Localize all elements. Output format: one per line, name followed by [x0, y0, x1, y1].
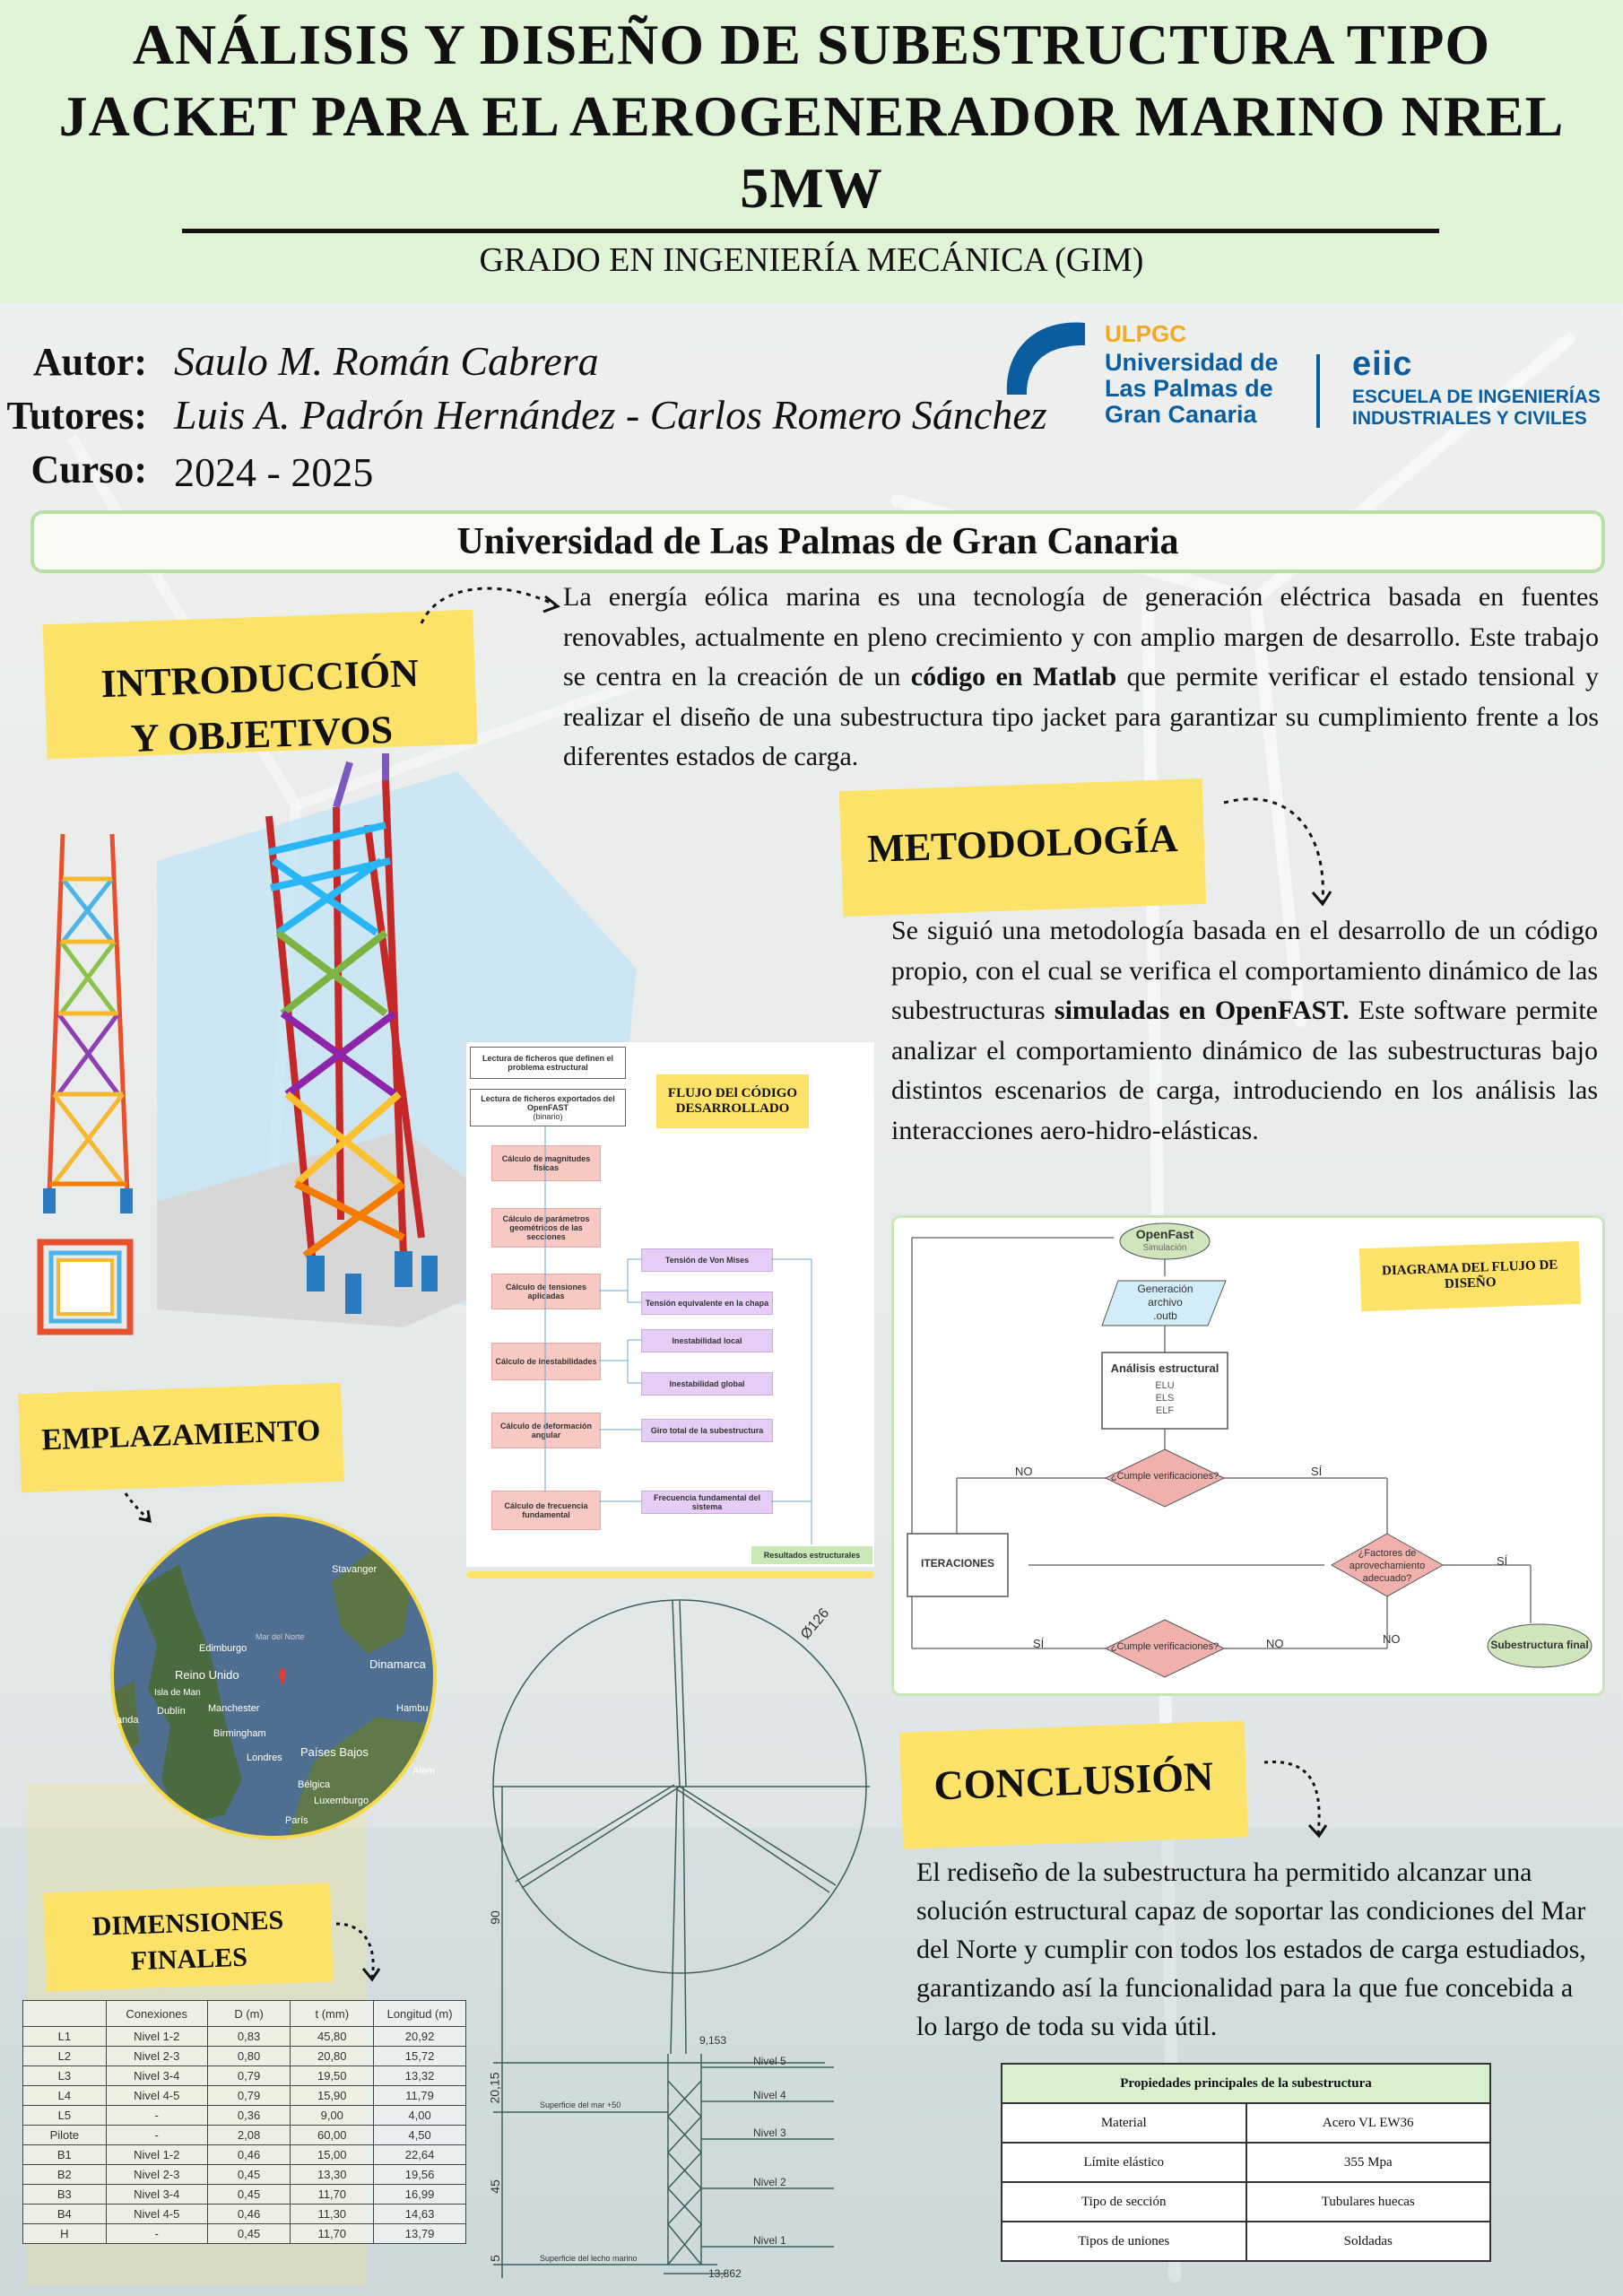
- map-label-manchester: Manchester: [208, 1703, 260, 1714]
- emplazamiento-tag: [18, 1383, 344, 1492]
- nivel-1-label: Nivel 1: [753, 2234, 786, 2247]
- dimensions-cell: 11,70: [291, 2185, 374, 2205]
- map-label-paris: París: [285, 1815, 308, 1826]
- logo-divider: [1316, 354, 1320, 428]
- intro-arrow-icon: [412, 574, 565, 646]
- flow-read-openfast-sub: (binario): [533, 1112, 563, 1121]
- dimensions-cell: 0,45: [207, 2224, 291, 2244]
- dimensions-cell: L1: [23, 2027, 107, 2047]
- node-factores: ¿Factores de aprovechamiento adecuado?: [1349, 1548, 1426, 1584]
- dimensions-cell: 15,90: [291, 2086, 374, 2106]
- node-cumple-2: ¿Cumple verificaciones?: [1110, 1641, 1219, 1652]
- dim-label-90: 90: [487, 1910, 502, 1925]
- tutores-value: Luis A. Padrón Hernández - Carlos Romero Sánchez: [174, 392, 1047, 438]
- dimensions-cell: 0,46: [207, 2205, 291, 2224]
- intro-paragraph: La energía eólica marina es una tecnología de generación eléctrica basada en fuentes renovables, actualmente en pleno crecimiento y con amplio margen de desarrollo. Este trabajo se centra en la creación de un código en Matlab que permite verificar el estado tensional y realizar el diseño de una subestructura tipo jacket para garantizar su cumplimiento frente a los diferentes estados de carga.: [563, 582, 1599, 771]
- properties-row: [1002, 2143, 1490, 2182]
- node-analisis: Análisis estructural: [1110, 1361, 1219, 1375]
- sea-surface-label: Superficie del mar +50: [540, 2100, 621, 2109]
- dimensions-cell: Nivel 1-2: [106, 2027, 207, 2047]
- dim-label-45: 45: [487, 2179, 502, 2194]
- dimensions-cell: Nivel 4-5: [106, 2086, 207, 2106]
- map-label-isla-de-man: Isla de Man: [154, 1688, 201, 1698]
- node-openfast: OpenFast: [1135, 1227, 1194, 1241]
- rotor-diameter-label: Ø126: [798, 1605, 833, 1643]
- dimensions-cell: 15,72: [374, 2047, 466, 2066]
- node-final: Subestructura final: [1490, 1639, 1589, 1651]
- map-label-reino-unido: Reino Unido: [175, 1668, 239, 1682]
- poster-subtitle: GRADO EN INGENIERÍA MECÁNICA (GIM): [479, 241, 1144, 279]
- dimensions-cell: 20,80: [291, 2047, 374, 2066]
- dimensions-cell: 4,00: [374, 2106, 466, 2126]
- dimensions-cell: Nivel 2-3: [106, 2047, 207, 2066]
- map-label-edimburgo: Edimburgo: [199, 1643, 247, 1654]
- conclusion-heading: CONCLUSIÓN: [933, 1752, 1215, 1809]
- dimensions-cell: 11,79: [374, 2086, 466, 2106]
- dimensions-cell: 11,70: [291, 2224, 374, 2244]
- dimensions-cell: 14,63: [374, 2205, 466, 2224]
- dimensions-cell: 13,30: [291, 2165, 374, 2185]
- ulpgc-line-1: Universidad de: [1105, 349, 1279, 376]
- curso-label: Curso:: [30, 448, 147, 491]
- map-label-mar-del-norte: Mar del Norte: [256, 1632, 305, 1641]
- flow-output-6: Frecuencia fundamental del sistema: [641, 1491, 773, 1514]
- intro-heading-line-1: INTRODUCCIÓN: [100, 650, 420, 707]
- map-label-alemania: Alem: [412, 1766, 436, 1777]
- flow-output-4: Inestabilidad global: [641, 1372, 773, 1396]
- design-flow-diagram: [891, 1215, 1605, 1696]
- dimensions-cell: H: [23, 2224, 107, 2244]
- metodologia-heading: METODOLOGÍA: [866, 815, 1179, 872]
- dimensions-cell: Nivel 1-2: [106, 2145, 207, 2165]
- property-value: Soldadas: [1246, 2222, 1491, 2261]
- dimensions-cell: Nivel 2-3: [106, 2165, 207, 2185]
- metodologia-tag: [839, 778, 1207, 917]
- dimensions-cell: 16,99: [374, 2185, 466, 2205]
- dimensions-row: [23, 2185, 466, 2205]
- dimensions-row: [23, 2165, 466, 2185]
- autor-value: Saulo M. Román Cabrera: [174, 338, 599, 384]
- flow-step-6: Cálculo de frecuencia fundamental: [491, 1491, 601, 1530]
- dimensions-cell: 0,46: [207, 2145, 291, 2165]
- eiic-line-1: ESCUELA DE INGENIERÍAS: [1352, 387, 1601, 407]
- ulpgc-line-3: Gran Canaria: [1105, 401, 1257, 428]
- property-value: Acero VL EW36: [1246, 2103, 1491, 2143]
- flow-step-2: Cálculo de parámetros geométricos de las secciones: [491, 1208, 601, 1248]
- conclusion-paragraph: El rediseño de la subestructura ha permitido alcanzar una solución estructural capaz de soportar las condiciones del Mar del Norte y cumplir con todos los estados de carga estudiados, garantizando así la funcionalidad para la que fue concebida a lo largo de toda su vida útil.: [916, 1857, 1586, 2041]
- dim-label-9153: 9,153: [699, 2034, 727, 2047]
- dimensions-header-row: [23, 2001, 466, 2027]
- properties-table: [1001, 2063, 1491, 2262]
- dimensiones-arrow-icon: [332, 1915, 386, 1987]
- turbine-labels: [484, 1596, 888, 2283]
- dimensions-row: [23, 2106, 466, 2126]
- flow-output-3: Inestabilidad local: [641, 1329, 773, 1352]
- dimensiones-heading: [43, 1883, 333, 1982]
- label-si-2: SÍ: [1497, 1554, 1508, 1568]
- emplazamiento-heading: EMPLAZAMIENTO: [40, 1413, 321, 1457]
- dimensions-cell: -: [106, 2224, 207, 2244]
- flowchart-underline: [466, 1571, 874, 1578]
- intro-heading-line-2: Y OBJETIVOS: [130, 707, 394, 761]
- dimensions-cell: 0,83: [207, 2027, 291, 2047]
- map-label-hamburgo: Hambu: [396, 1703, 429, 1714]
- flow-output-1: Tensión de Von Mises: [641, 1248, 773, 1272]
- map-label-stavanger: Stavanger: [332, 1564, 378, 1575]
- dimensions-cell: L3: [23, 2066, 107, 2086]
- autor-label: Autor:: [32, 340, 147, 384]
- property-value: 355 Mpa: [1246, 2143, 1491, 2182]
- dimensions-cell: 60,00: [291, 2126, 374, 2145]
- dimensions-cell: L5: [23, 2106, 107, 2126]
- properties-row: [1002, 2103, 1490, 2143]
- dimensions-row: [23, 2047, 466, 2066]
- metodologia-arrow-icon: [1219, 789, 1336, 915]
- dimensions-cell: 0,80: [207, 2047, 291, 2066]
- map-label-birmingham: Birmingham: [213, 1728, 266, 1739]
- eiic-mark: eiic: [1352, 345, 1413, 383]
- dimensions-row: [23, 2145, 466, 2165]
- label-no-1: NO: [1015, 1465, 1033, 1478]
- dimensions-table: [22, 2000, 466, 2244]
- conclusion-arrow-icon: [1260, 1753, 1341, 1843]
- dimensions-cell: 13,79: [374, 2224, 466, 2244]
- dimensions-cell: 0,36: [207, 2106, 291, 2126]
- dim-label-13862: 13,862: [708, 2267, 742, 2280]
- ulpgc-logo-icon: [1000, 314, 1089, 404]
- diagrama-tag: DIAGRAMA DEL FLUJO DE DISEÑO: [1359, 1241, 1581, 1312]
- ulpgc-acronym: ULPGC: [1105, 320, 1186, 347]
- dimensions-row: [23, 2224, 466, 2244]
- map-label-londres: Londres: [247, 1752, 282, 1763]
- map-label-dublin: Dublín: [157, 1706, 186, 1717]
- dimensions-cell: 0,79: [207, 2086, 291, 2106]
- properties-title: Propiedades principales de la subestructura: [1002, 2064, 1490, 2103]
- nivel-4-label: Nivel 4: [753, 2089, 786, 2101]
- dimensions-cell: Nivel 3-4: [106, 2066, 207, 2086]
- col-header-conexiones: Conexiones: [106, 2001, 207, 2027]
- flujo-codigo-tag: FLUJO DEl CÓDIGO DESARROLLADO: [656, 1074, 809, 1128]
- label-no-3: NO: [1266, 1637, 1284, 1650]
- dimensions-cell: 45,80: [291, 2027, 374, 2047]
- node-cumple-1: ¿Cumple verificaciones?: [1110, 1471, 1219, 1482]
- curso-value: 2024 - 2025: [174, 449, 374, 495]
- dimensions-cell: 0,79: [207, 2066, 291, 2086]
- dimensions-cell: 0,45: [207, 2185, 291, 2205]
- code-flow-connectors: [466, 1042, 874, 1567]
- dimensiones-heading-line-1: DIMENSIONES: [91, 1905, 284, 1942]
- nivel-5-label: Nivel 5: [753, 2055, 786, 2067]
- dimensions-cell: 20,92: [374, 2027, 466, 2047]
- flow-read-structural: Lectura de ficheros que definen el problema estructural: [470, 1047, 626, 1079]
- seabed-label: Superficie del lecho marino: [540, 2254, 638, 2263]
- dimensions-cell: B3: [23, 2185, 107, 2205]
- property-name: Tipos de uniones: [1002, 2222, 1246, 2261]
- map-labels: [108, 1510, 439, 1842]
- flow-output-5: Giro total de la subestructura: [641, 1419, 773, 1442]
- col-header-longitud: Longitud (m): [374, 2001, 466, 2027]
- nivel-2-label: Nivel 2: [753, 2176, 786, 2188]
- university-banner: Universidad de Las Palmas de Gran Canaria: [30, 510, 1605, 573]
- nivel-3-label: Nivel 3: [753, 2126, 786, 2139]
- flow-read-openfast-label: Lectura de ficheros exportados del OpenFAST: [481, 1094, 615, 1112]
- dimensions-row: [23, 2027, 466, 2047]
- flow-step-3: Cálculo de tensiones aplicadas: [491, 1274, 601, 1309]
- dimensiones-heading-line-2: FINALES: [130, 1942, 248, 1977]
- dimensions-cell: 19,56: [374, 2165, 466, 2185]
- map-label-luxemburgo: Luxemburgo: [314, 1796, 369, 1806]
- eiic-line-2: INDUSTRIALES Y CIVILES: [1352, 408, 1587, 429]
- node-analisis-states: ELU ELS ELF: [1155, 1380, 1175, 1416]
- dimensiones-tag: [43, 1883, 334, 1991]
- ulpgc-name: [1105, 350, 1279, 428]
- col-header-t: t (mm): [291, 2001, 374, 2027]
- col-header-d: D (m): [207, 2001, 291, 2027]
- dimensions-cell: 13,32: [374, 2066, 466, 2086]
- label-no-2: NO: [1383, 1632, 1401, 1646]
- dimensions-row: [23, 2126, 466, 2145]
- dim-label-2015: 20,15: [487, 2072, 502, 2104]
- dimensions-cell: 15,00: [291, 2145, 374, 2165]
- label-si-3: SÍ: [1033, 1637, 1045, 1650]
- flow-output-2: Tensión equivalente en la chapa: [641, 1292, 773, 1315]
- property-value: Tubulares huecas: [1246, 2182, 1491, 2222]
- dimensions-cell: 22,64: [374, 2145, 466, 2165]
- flow-step-1: Cálculo de magnitudes físicas: [491, 1145, 601, 1181]
- properties-body: [1002, 2103, 1490, 2261]
- dimensions-cell: L4: [23, 2086, 107, 2106]
- dimensions-cell: 19,50: [291, 2066, 374, 2086]
- dimensions-cell: 4,50: [374, 2126, 466, 2145]
- map-label-paises-bajos: Países Bajos: [300, 1745, 369, 1759]
- dimensions-cell: Nivel 4-5: [106, 2205, 207, 2224]
- node-openfast-sub: Simulación: [1142, 1243, 1187, 1253]
- dimensions-cell: B4: [23, 2205, 107, 2224]
- dimensions-cell: -: [106, 2106, 207, 2126]
- label-si-1: SÍ: [1311, 1465, 1323, 1478]
- dimensions-cell: B1: [23, 2145, 107, 2165]
- dimensions-body: [23, 2027, 466, 2244]
- properties-row: [1002, 2182, 1490, 2222]
- property-name: Material: [1002, 2103, 1246, 2143]
- eiic-name: [1352, 387, 1601, 430]
- node-iteraciones: ITERACIONES: [920, 1557, 994, 1570]
- property-name: Límite elástico: [1002, 2143, 1246, 2182]
- tutores-label: Tutores:: [6, 394, 147, 438]
- property-name: Tipo de sección: [1002, 2182, 1246, 2222]
- dimensions-cell: L2: [23, 2047, 107, 2066]
- dim-label-5: 5: [487, 2255, 502, 2262]
- dimensions-cell: Nivel 3-4: [106, 2185, 207, 2205]
- dimensions-cell: B2: [23, 2165, 107, 2185]
- flow-step-4: Cálculo de inestabilidades: [491, 1343, 601, 1380]
- dimensions-cell: 9,00: [291, 2106, 374, 2126]
- dimensions-cell: 0,45: [207, 2165, 291, 2185]
- dimensions-cell: 2,08: [207, 2126, 291, 2145]
- title-divider: [182, 229, 1439, 233]
- dimensions-row: [23, 2086, 466, 2106]
- poster-title: ANÁLISIS Y DISEÑO DE SUBESTRUCTURA TIPO JACKET PARA EL AEROGENERADOR MARINO NREL 5MW: [58, 13, 1565, 220]
- dimensions-cell: Pilote: [23, 2126, 107, 2145]
- properties-row: [1002, 2222, 1490, 2261]
- map-label-irlanda: anda: [117, 1715, 139, 1726]
- flow-result: Resultados estructurales: [751, 1546, 872, 1564]
- code-flowchart: [466, 1042, 874, 1567]
- map-label-dinamarca: Dinamarca: [369, 1657, 426, 1671]
- dimensions-cell: 11,30: [291, 2205, 374, 2224]
- conclusion-tag: [899, 1720, 1248, 1848]
- map-label-belgica: Bélgica: [298, 1779, 331, 1790]
- ulpgc-line-2: Las Palmas de: [1105, 375, 1273, 402]
- col-header-element: [23, 2001, 107, 2027]
- metodologia-paragraph: Se siguió una metodología basada en el desarrollo de un código propio, con el cual se verifica el comportamiento dinámico de las subestructuras simuladas en OpenFAST. Este software permite analizar el comportamiento dinámico de las subestructuras bajo distintos escenarios de carga, introduciendo en los análisis las interacciones aero-hidro-elásticas.: [891, 916, 1598, 1145]
- dimensions-row: [23, 2205, 466, 2224]
- flow-step-5: Cálculo de deformación angular: [491, 1413, 601, 1448]
- node-generacion: Generación archivo .outb: [1137, 1283, 1193, 1322]
- dimensions-cell: -: [106, 2126, 207, 2145]
- dimensions-row: [23, 2066, 466, 2086]
